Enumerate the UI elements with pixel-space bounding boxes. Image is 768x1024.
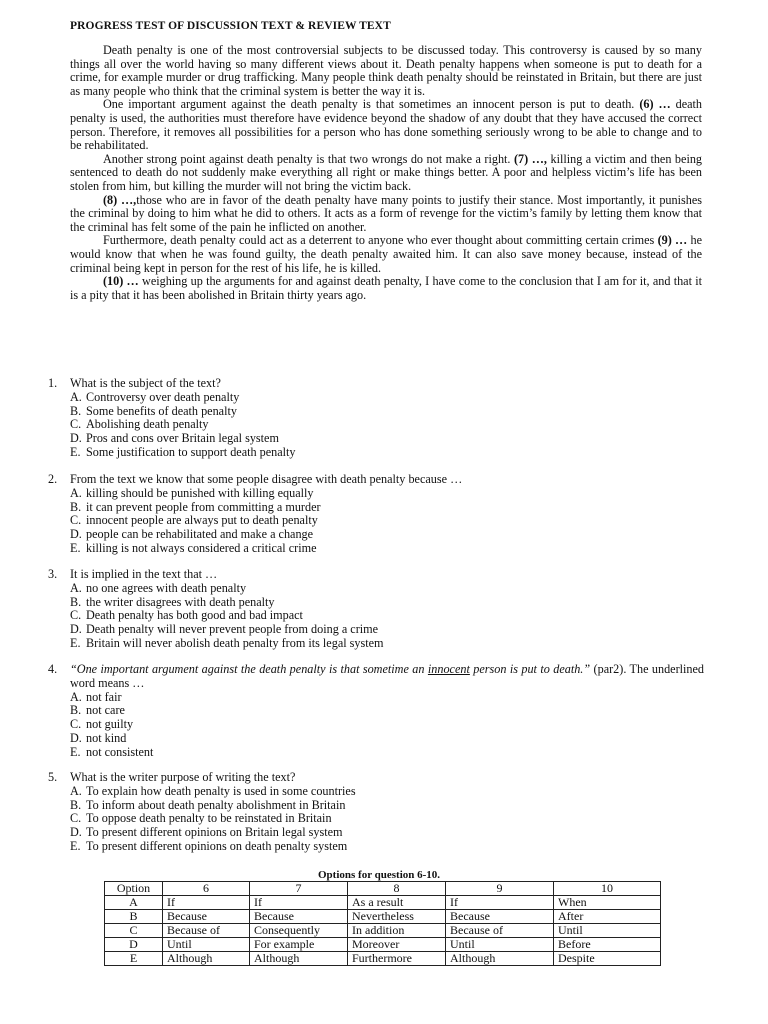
question-3	[48, 568, 704, 651]
option-e: E. Some justification to support death penalty	[70, 444, 296, 459]
question-4	[48, 663, 704, 760]
option-d: D. Pros and cons over Britain legal system	[70, 431, 279, 446]
table-cell: A	[105, 896, 163, 910]
table-header-row	[105, 882, 661, 896]
table-header-cell: Option	[105, 882, 163, 896]
table-row	[105, 938, 661, 952]
paragraph-5: Furthermore, death penalty could act as a deterrent to anyone who ever thought about committing certain crimes (9) … he would know that when he was found guilty, the death penalty awaited him. It can also save money because, instead of the criminal being kept in person for the rest of his life, he is killed.	[70, 233, 703, 275]
option-list	[70, 391, 704, 460]
question-stem: “One important argument against the death penalty is that sometime an innocent person is put to death.” (par2). The underlined word means …	[70, 662, 705, 690]
table-cell: As a result	[348, 896, 446, 910]
table-row	[105, 910, 661, 924]
option-b: B. it can prevent people from committing a murder	[70, 499, 321, 514]
option-c: C. not guilty	[70, 717, 134, 732]
option-d: D. not kind	[70, 730, 127, 745]
blank-10: (10) …	[103, 274, 139, 289]
table-cell: If	[250, 896, 348, 910]
table-cell: Furthermore	[348, 952, 446, 966]
table-cell: Despite	[554, 952, 661, 966]
option-a: A. To explain how death penalty is used in some countries	[70, 783, 356, 798]
option-a: A. no one agrees with death penalty	[70, 580, 247, 595]
table-cell: Until	[554, 924, 661, 938]
question-1	[48, 377, 704, 460]
underlined-word: innocent	[427, 662, 470, 676]
table-header-cell: 6	[163, 882, 250, 896]
question-number: 5.	[48, 770, 58, 784]
table-caption: Options for question 6-10.	[318, 869, 441, 881]
option-list	[70, 582, 704, 651]
table-cell: Because	[446, 910, 554, 924]
table-cell: If	[163, 896, 250, 910]
reading-passage	[70, 44, 702, 302]
question-5	[48, 771, 704, 854]
blank-9: (9) …	[657, 233, 688, 248]
table-cell: Because	[163, 910, 250, 924]
option-a: A. killing should be punished with killing equally	[70, 485, 314, 500]
paragraph-3: Another strong point against death penalty is that two wrongs do not make a right. (7) …, killing a victim and then being sentenced to death do not suddenly make everything all right or make things better. A poor and helpless victim’s life has been stolen from him, but killing the murder will not bring the victim back.	[70, 151, 703, 193]
option-c: C. Abolishing death penalty	[70, 417, 209, 432]
table-cell: Until	[163, 938, 250, 952]
question-number: 4.	[48, 662, 58, 676]
question-number: 1.	[48, 376, 58, 390]
table-cell: D	[105, 938, 163, 952]
option-a: A. Controversy over death penalty	[70, 389, 240, 404]
table-header-cell: 7	[250, 882, 348, 896]
question-stem: From the text we know that some people disagree with death penalty because …	[70, 472, 463, 486]
options-table	[104, 881, 661, 966]
option-c: C. Death penalty has both good and bad impact	[70, 608, 303, 623]
question-stem: What is the writer purpose of writing the text?	[70, 770, 296, 784]
option-d: D. Death penalty will never prevent people from doing a crime	[70, 622, 379, 637]
paragraph-4: (8) …,those who are in favor of the death penalty have many points to justify their stance. Most importantly, it punishes the criminal by doing to him what he did to others. It acts as a form of revenge for the victim’s family by letting them know that the criminal has felt some of the pain he inflicted on another.	[70, 192, 702, 234]
question-number: 2.	[48, 472, 58, 486]
table-cell: In addition	[348, 924, 446, 938]
page-title: PROGRESS TEST OF DISCUSSION TEXT & REVIEW TEXT	[70, 20, 391, 32]
table-cell: Because of	[163, 924, 250, 938]
table-cell: E	[105, 952, 163, 966]
blank-6: (6) …	[639, 97, 671, 112]
option-d: D. To present different opinions on Britain legal system	[70, 825, 343, 840]
table-cell: Until	[446, 938, 554, 952]
table-row	[105, 896, 661, 910]
option-a: A. not fair	[70, 689, 122, 704]
question-stem: It is implied in the text that …	[70, 567, 218, 581]
option-e: E. Britain will never abolish death penalty from its legal system	[70, 635, 384, 650]
table-cell: Although	[250, 952, 348, 966]
option-b: B. To inform about death penalty abolishment in Britain	[70, 797, 346, 812]
table-cell: Nevertheless	[348, 910, 446, 924]
option-e: E. killing is not always considered a critical crime	[70, 540, 317, 555]
table-row	[105, 924, 661, 938]
option-e: E. To present different opinions on death penalty system	[70, 838, 348, 853]
table-cell: B	[105, 910, 163, 924]
table-header-cell: 8	[348, 882, 446, 896]
table-cell: Although	[446, 952, 554, 966]
table-cell: Before	[554, 938, 661, 952]
option-b: B. Some benefits of death penalty	[70, 403, 237, 418]
table-cell: Consequently	[250, 924, 348, 938]
paragraph-6: (10) … weighing up the arguments for and against death penalty, I have come to the conclusion that I am for it, and that it is a pity that it has been abolished in Britain thirty years ago.	[70, 274, 703, 302]
table-cell: When	[554, 896, 661, 910]
table-cell: Because of	[446, 924, 554, 938]
option-c: C. innocent people are always put to death penalty	[70, 513, 318, 528]
table-cell: Although	[163, 952, 250, 966]
table-cell: After	[554, 910, 661, 924]
question-2	[48, 473, 704, 556]
table-header-cell: 9	[446, 882, 554, 896]
option-c: C. To oppose death penalty to be reinstated in Britain	[70, 811, 332, 826]
table-cell: C	[105, 924, 163, 938]
paragraph-2: One important argument against the death penalty is that sometimes an innocent person is put to death. (6) … death penalty is used, the authorities must therefore have evidence beyond the shadow of any doubt that they have accused the correct person. Therefore, it removes all possibilities for a person who has done something seriously wrong to be able to change and to be rehabilitated.	[70, 97, 703, 153]
option-e: E. not consistent	[70, 744, 154, 759]
blank-7: (7) …,	[514, 151, 547, 166]
table-cell: For example	[250, 938, 348, 952]
option-list	[70, 691, 704, 760]
option-b: B. not care	[70, 703, 125, 718]
option-list	[70, 785, 704, 854]
option-list	[70, 487, 704, 556]
option-d: D. people can be rehabilitated and make a change	[70, 527, 314, 542]
paragraph-1: Death penalty is one of the most controversial subjects to be discussed today. This controversy is caused by so many things all over the world having so many different views about it. Death penalty happens when someone is put to death for a crime, for example murder or drug trafficking. Many people think death penalty should be reinstated in Britain, but there are just as many people who think that the criminal system is better the way it is.	[70, 43, 702, 98]
option-b: B. the writer disagrees with death penalty	[70, 594, 275, 609]
table-cell: If	[446, 896, 554, 910]
table-cell: Because	[250, 910, 348, 924]
table-header-cell: 10	[554, 882, 661, 896]
table-cell: Moreover	[348, 938, 446, 952]
table-row	[105, 952, 661, 966]
question-number: 3.	[48, 567, 58, 581]
question-stem: What is the subject of the text?	[70, 376, 221, 390]
blank-8: (8) …,	[103, 192, 137, 207]
